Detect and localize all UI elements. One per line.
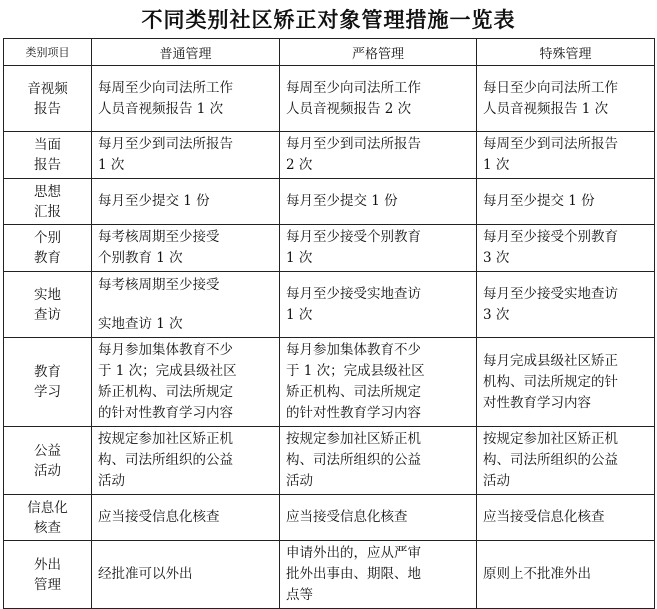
cell-line: 活动 <box>483 473 510 489</box>
cell-line: 批外出事由、期限、地 <box>286 566 421 582</box>
cell-line: 每周至少到司法所报告 <box>483 136 618 152</box>
line-gap <box>98 296 275 314</box>
cell-line: 点等 <box>286 587 313 603</box>
strict-cell <box>280 225 477 272</box>
cell-line: 1 次 <box>286 306 313 323</box>
category-line: 音视频 <box>27 80 68 97</box>
header-row <box>4 39 655 66</box>
category-line: 外出 <box>34 556 61 573</box>
header-strict: 严格管理 <box>280 39 477 66</box>
category-line: 教育 <box>34 364 61 380</box>
category-cell <box>4 272 92 338</box>
category-line: 报告 <box>34 100 61 117</box>
table-row <box>4 541 655 609</box>
special-cell <box>477 272 655 338</box>
table-row <box>4 272 655 338</box>
category-line: 公益 <box>34 442 61 459</box>
table-row <box>4 179 655 225</box>
special-cell <box>477 179 655 225</box>
normal-cell <box>92 541 280 609</box>
cell-line: 应当接受信息化核查 <box>286 509 408 525</box>
cell-line: 按规定参加社区矫正机 <box>483 431 618 447</box>
special-cell <box>477 66 655 132</box>
cell-line: 机构、司法所规定的针 <box>483 373 618 390</box>
cell-line: 每月至少接受个别教育 <box>483 229 618 245</box>
cell-line: 应当接受信息化核查 <box>483 509 605 525</box>
cell-line: 每月至少接受实地查访 <box>483 285 618 302</box>
special-cell <box>477 132 655 179</box>
table-row <box>4 132 655 179</box>
cell-line: 矫正机构、司法所规定 <box>286 384 421 400</box>
category-line: 查访 <box>34 306 61 323</box>
cell-line: 按规定参加社区矫正机 <box>98 431 233 447</box>
cell-line: 构、司法所组织的公益 <box>98 452 233 468</box>
header-special: 特殊管理 <box>477 39 655 66</box>
table-row <box>4 338 655 427</box>
table-title: 不同类别社区矫正对象管理措施一览表 <box>141 7 516 32</box>
cell-line: 2 次 <box>286 157 313 173</box>
table-row <box>4 495 655 541</box>
strict-cell <box>280 541 477 609</box>
special-cell <box>477 225 655 272</box>
cell-line: 应当接受信息化核查 <box>98 509 220 525</box>
normal-cell <box>92 132 280 179</box>
cell-line: 个别教育 1 次 <box>98 250 183 266</box>
cell-line: 每月参加集体教育不少 <box>98 342 233 358</box>
cell-line: 人员音视频报告 1 次 <box>98 100 224 117</box>
special-cell <box>477 338 655 427</box>
cell-line: 活动 <box>98 473 125 489</box>
special-cell <box>477 427 655 495</box>
strict-cell <box>280 272 477 338</box>
category-line: 教育 <box>34 250 61 266</box>
normal-cell <box>92 427 280 495</box>
category-line: 思想 <box>34 183 61 200</box>
cell-line: 每考核周期至少接受 <box>98 276 220 293</box>
cell-line: 构、司法所组织的公益 <box>286 452 421 468</box>
cell-line: 人员音视频报告 2 次 <box>286 100 412 117</box>
cell-line: 的针对性教育学习内容 <box>98 405 233 421</box>
category-line: 信息化 <box>27 499 68 516</box>
cell-line: 经批准可以外出 <box>98 566 193 582</box>
cell-line: 矫正机构、司法所规定 <box>98 384 233 400</box>
category-cell <box>4 225 92 272</box>
category-line: 汇报 <box>34 203 61 220</box>
category-cell <box>4 179 92 225</box>
category-line: 学习 <box>34 384 61 400</box>
header-normal: 普通管理 <box>92 39 280 66</box>
strict-cell <box>280 427 477 495</box>
cell-line: 每月至少到司法所报告 <box>286 136 421 152</box>
cell-line: 每月至少接受个别教育 <box>286 229 421 245</box>
cell-line: 活动 <box>286 473 313 489</box>
cell-line: 人员音视频报告 1 次 <box>483 100 609 117</box>
strict-cell <box>280 495 477 541</box>
cell-line: 于 1 次；完成县级社区 <box>98 363 237 379</box>
table-row <box>4 225 655 272</box>
normal-cell <box>92 179 280 225</box>
normal-cell <box>92 495 280 541</box>
strict-cell <box>280 179 477 225</box>
cell-line: 每周至少向司法所工作 <box>98 79 233 96</box>
cell-line: 每月至少提交 1 份 <box>286 193 398 209</box>
category-line: 个别 <box>34 230 61 246</box>
category-line: 报告 <box>34 157 61 173</box>
category-cell <box>4 495 92 541</box>
cell-line: 每月完成县级社区矫正 <box>483 352 618 369</box>
category-line: 当面 <box>34 137 61 153</box>
cell-line: 原则上不批准外出 <box>483 566 591 582</box>
header-category: 类别项目 <box>4 39 92 66</box>
normal-cell <box>92 66 280 132</box>
cell-line: 的针对性教育学习内容 <box>286 405 421 421</box>
cell-line: 3 次 <box>483 306 510 323</box>
category-line: 活动 <box>34 462 61 479</box>
normal-cell <box>92 272 280 338</box>
category-line: 管理 <box>34 576 61 593</box>
strict-cell <box>280 66 477 132</box>
special-cell <box>477 541 655 609</box>
cell-line: 每日至少向司法所工作 <box>483 79 618 96</box>
cell-line: 实地查访 1 次 <box>98 315 183 332</box>
cell-line: 每考核周期至少接受 <box>98 229 220 245</box>
cell-line: 每月至少到司法所报告 <box>98 136 233 152</box>
cell-line: 按规定参加社区矫正机 <box>286 431 421 447</box>
cell-line: 于 1 次；完成县级社区 <box>286 363 425 379</box>
cell-line: 构、司法所组织的公益 <box>483 452 618 468</box>
cell-line: 申请外出的，应从严审 <box>286 545 421 561</box>
strict-cell <box>280 132 477 179</box>
normal-cell <box>92 225 280 272</box>
category-line: 核查 <box>34 519 61 536</box>
normal-cell <box>92 338 280 427</box>
category-line: 实地 <box>34 286 61 303</box>
table-row <box>4 66 655 132</box>
category-cell <box>4 427 92 495</box>
management-measures-table <box>3 38 655 609</box>
category-cell <box>4 66 92 132</box>
special-cell <box>477 495 655 541</box>
strict-cell <box>280 338 477 427</box>
category-cell <box>4 338 92 427</box>
cell-line: 每月参加集体教育不少 <box>286 342 421 358</box>
cell-line: 对性教育学习内容 <box>483 394 591 411</box>
cell-line: 3 次 <box>483 250 510 266</box>
cell-line: 1 次 <box>98 157 125 173</box>
cell-line: 每周至少向司法所工作 <box>286 79 421 96</box>
table-row <box>4 427 655 495</box>
cell-line: 1 次 <box>483 157 510 173</box>
category-cell <box>4 132 92 179</box>
cell-line: 每月至少接受实地查访 <box>286 285 421 302</box>
cell-line: 1 次 <box>286 250 313 266</box>
cell-line: 每月至少提交 1 份 <box>98 193 210 209</box>
cell-line: 每月至少提交 1 份 <box>483 193 595 209</box>
category-cell <box>4 541 92 609</box>
